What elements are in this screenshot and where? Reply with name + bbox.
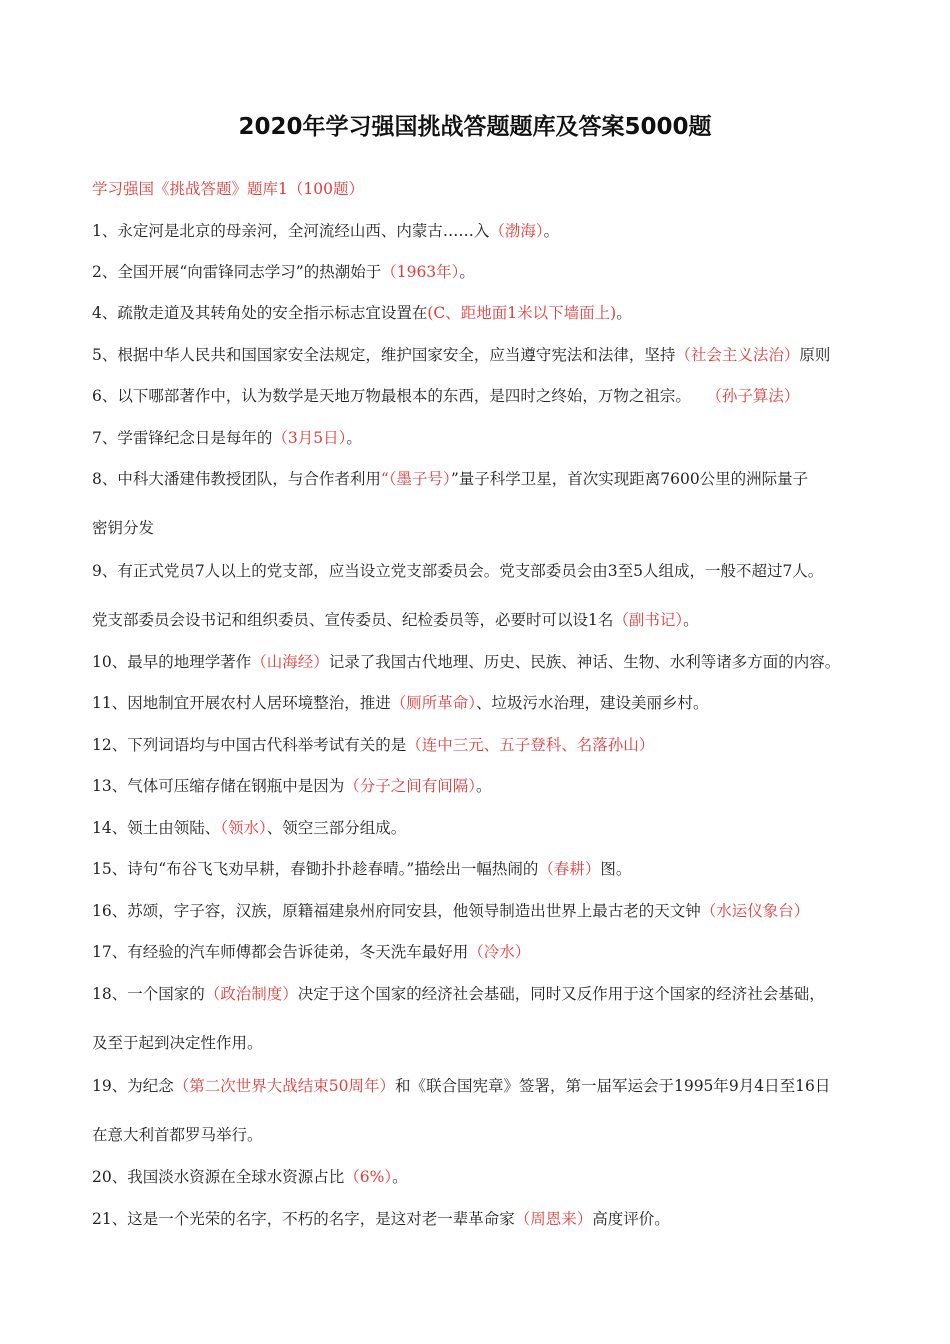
question-text: 及至于起到决定性作用。	[92, 1034, 263, 1052]
question-text-tail: 。	[683, 611, 699, 629]
question-line	[92, 1209, 670, 1229]
question-text-tail: 决定于这个国家的经济社会基础，同时又反作用于这个国家的经济社会基础，	[297, 985, 825, 1003]
question-line	[92, 1033, 263, 1053]
question-line	[92, 901, 809, 921]
question-line	[92, 428, 362, 448]
answer-text: （副书记）	[613, 611, 684, 629]
question-line	[92, 610, 699, 630]
question-text-tail: 。	[392, 1168, 408, 1186]
question-text: 4、疏散走道及其转角处的安全指示标志宜设置在	[92, 304, 428, 322]
question-text-tail: 记录了我国古代地理、历史、民族、神话、生物、水利等诸多方面的内容。	[328, 653, 841, 671]
question-text: 11、因地制宜开展农村人居环境整治，推进	[92, 694, 391, 712]
question-line	[92, 652, 840, 672]
question-text: 2、全国开展“向雷锋同志学习”的热潮始于	[92, 263, 382, 281]
question-text: 14、领土由领陆、	[92, 819, 221, 837]
answer-text: （连中三元、五子登科、名落孙山）	[406, 736, 655, 754]
question-line	[92, 818, 406, 838]
answer-text: （3月5日）	[272, 429, 347, 447]
question-text: 19、为纪念	[92, 1077, 174, 1095]
question-line	[92, 262, 475, 282]
question-text: 17、有经验的汽车师傅都会告诉徒弟，冬天洗车最好用	[92, 943, 469, 961]
question-text-tail: 。	[616, 304, 632, 322]
question-line	[92, 942, 530, 962]
answer-text: (C、距地面1米以下墙面上)	[427, 304, 617, 322]
answer-text: （第二次世界大战结束50周年）	[173, 1077, 395, 1095]
question-text: 21、这是一个光荣的名字，不朽的名字，是这对老一辈革命家	[92, 1210, 515, 1228]
question-line	[92, 303, 632, 323]
question-text-tail: 和《联合国宪章》签署，第一届军运会于1995年9月4日至16日	[394, 1077, 831, 1095]
question-text: 13、气体可压缩存储在钢瓶中是因为	[92, 777, 345, 795]
question-text: 6、以下哪部著作中，认为数学是天地万物最根本的东西，是四时之终始，万物之祖宗。	[92, 387, 715, 405]
answer-text: （领水）	[220, 819, 267, 837]
question-line	[92, 859, 631, 879]
question-text: 7、学雷锋纪念日是每年的	[92, 429, 273, 447]
answer-text: （社会主义法治）	[675, 346, 800, 364]
answer-text: （水运仪象台）	[700, 902, 810, 920]
answer-text: （政治制度）	[204, 985, 298, 1003]
question-text: 1、永定河是北京的母亲河，全河流经山西、内蒙古……入	[92, 222, 490, 240]
answer-text: （周恩来）	[514, 1210, 593, 1228]
question-line	[92, 345, 830, 365]
question-text-tail: 。	[346, 429, 362, 447]
question-text: 9、有正式党员7人以上的党支部，应当设立党支部委员会。党支部委员会由3至5人组成，一般不超过7人。	[92, 562, 824, 580]
answer-text: （孙子算法）	[714, 387, 800, 405]
answer-text: （春耕）	[538, 860, 601, 878]
question-line	[92, 984, 825, 1004]
section-heading: 学习强国《挑战答题》题库1（100题）	[92, 180, 364, 198]
question-line	[92, 735, 654, 755]
question-line	[92, 469, 808, 489]
question-line	[92, 221, 559, 241]
question-text: 党支部委员会设书记和组织委员、宣传委员、纪检委员等，必要时可以设1名	[92, 611, 614, 629]
question-line	[92, 1076, 830, 1096]
answer-text: （分子之间有间隔）	[344, 777, 476, 795]
question-text: 12、下列词语均与中国古代科举考试有关的是	[92, 736, 407, 754]
question-text: 密钥分发	[92, 519, 155, 537]
question-text-tail: 、领空三部分组成。	[266, 819, 407, 837]
question-text: 16、苏颂，字子容，汉族，原籍福建泉州府同安县，他领导制造出世界上最古老的天文钟	[92, 902, 701, 920]
answer-text: （冷水）	[468, 943, 531, 961]
question-line	[92, 561, 823, 581]
question-text-tail: ”量子科学卫星，首次实现距离7600公里的洲际量子	[450, 470, 809, 488]
question-line	[92, 386, 799, 406]
question-text-tail: 、垃圾污水治理，建设美丽乡村。	[476, 694, 709, 712]
question-text: 15、诗句“布谷飞飞劝早耕，春锄扑扑趁春晴。”描绘出一幅热闹的	[92, 860, 539, 878]
question-text-tail: 高度评价。	[592, 1210, 670, 1228]
answer-text: （厕所革命）	[390, 694, 476, 712]
question-text-tail: 。	[543, 222, 560, 240]
answer-text: （1963年）	[381, 263, 460, 281]
question-line	[92, 776, 492, 796]
question-text: 10、最早的地理学著作	[92, 653, 252, 671]
answer-text: “（墨子号）	[380, 470, 451, 488]
question-text-tail: 。	[476, 777, 492, 795]
question-text-tail: 原则	[799, 346, 831, 364]
question-text: 在意大利首都罗马举行。	[92, 1126, 263, 1144]
question-text: 5、根据中华人民共和国国家安全法规定，维护国家安全，应当遵守宪法和法律，坚持	[92, 346, 676, 364]
answer-text: （6%）	[344, 1168, 393, 1186]
question-line	[92, 1167, 408, 1187]
question-text: 18、一个国家的	[92, 985, 205, 1003]
question-line	[92, 693, 709, 713]
question-line	[92, 518, 154, 538]
question-text: 8、中科大潘建伟教授团队，与合作者利用	[92, 470, 381, 488]
question-text-tail: 。	[459, 263, 475, 281]
document-title: 2020年学习强国挑战答题题库及答案5000题	[238, 114, 712, 140]
answer-text: （渤海）	[489, 222, 544, 240]
question-text-tail: 图。	[600, 860, 632, 878]
answer-text: （山海经）	[251, 653, 329, 671]
question-line	[92, 1125, 263, 1145]
question-text: 20、我国淡水资源在全球水资源占比	[92, 1168, 345, 1186]
